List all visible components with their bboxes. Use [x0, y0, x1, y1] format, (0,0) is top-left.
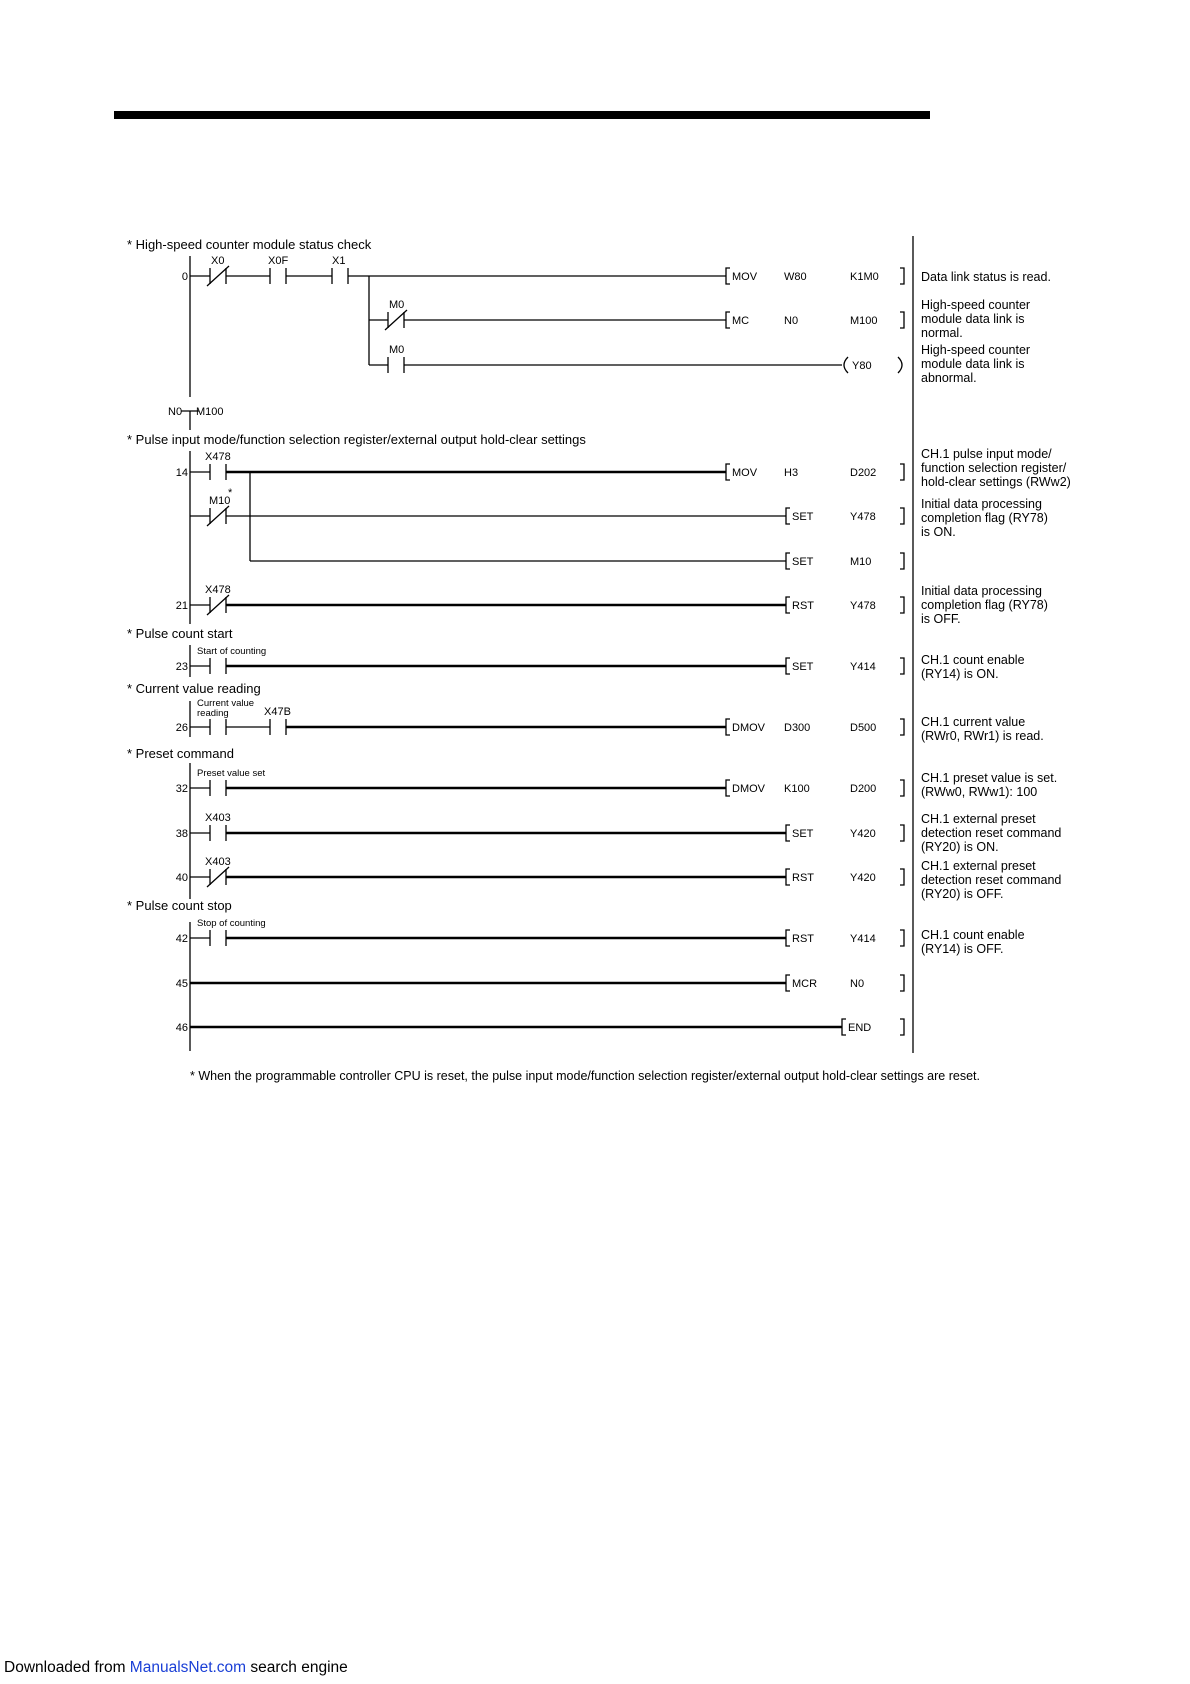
instruction-arg: Y420 [850, 828, 876, 840]
instruction-arg: Y478 [850, 511, 876, 523]
rung-comment: detection reset command [921, 826, 1062, 840]
rung-comment: CH.1 external preset [921, 812, 1036, 826]
instruction-arg: Y414 [850, 661, 876, 673]
rung-comment: High-speed counter [921, 343, 1031, 357]
contact-label: M0 [389, 344, 405, 356]
mc-label: M100 [196, 406, 224, 418]
contact-comment: Stop of counting [197, 918, 266, 929]
contact-preset [210, 780, 226, 796]
instruction-arg: M10 [850, 556, 872, 568]
section-header: * Current value reading [127, 681, 261, 696]
step-number: 32 [175, 783, 188, 795]
instruction-op: SET [792, 511, 814, 523]
instruction-arg: N0 [784, 315, 799, 327]
rung-comment: CH.1 preset value is set. [921, 771, 1058, 785]
contact-x0 [207, 266, 229, 286]
rung-comment: CH.1 count enable [921, 928, 1025, 942]
rung-comment: Initial data processing [921, 497, 1042, 511]
instruction-arg: K100 [784, 783, 810, 795]
contact-label: X403 [205, 856, 231, 868]
instruction-arg: Y478 [850, 600, 876, 612]
instruction-arg: M100 [850, 315, 878, 327]
step-number: 14 [175, 467, 188, 479]
rung-comment: detection reset command [921, 873, 1062, 887]
contact-label: X1 [332, 255, 346, 267]
contact-x403-nc [207, 867, 229, 887]
instruction-op: SET [792, 828, 814, 840]
instruction-arg: W80 [784, 271, 807, 283]
step-number: 0 [181, 271, 188, 283]
instruction-op: MOV [732, 271, 758, 283]
instruction-arg: K1M0 [850, 271, 879, 283]
contact-x0f [270, 268, 286, 284]
section-header: * Pulse count start [127, 626, 233, 641]
section-header: * Pulse input mode/function selection register/external output hold-clear settings [127, 432, 586, 447]
contact-label: M0 [389, 299, 405, 311]
instruction-arg: D500 [850, 722, 877, 734]
contact-start [210, 658, 226, 674]
contact-label: X0 [211, 255, 225, 267]
contact-stop [210, 930, 226, 946]
step-number: 26 [175, 722, 188, 734]
instruction-arg: Y414 [850, 933, 876, 945]
rung-comment: (RY14) is OFF. [921, 942, 1004, 956]
contact-m0-nc [385, 310, 407, 330]
contact-x1 [332, 268, 348, 284]
rung-comment: Initial data processing [921, 584, 1042, 598]
step-number: 38 [175, 828, 188, 840]
rung-comment: normal. [921, 326, 963, 340]
contact-current-value [210, 719, 226, 735]
contact-label: M10 [209, 495, 231, 507]
section-header: * Pulse count stop [127, 898, 232, 913]
contact-label: X478 [205, 451, 231, 463]
rung-comment: abnormal. [921, 371, 977, 385]
contact-label: X47B [264, 706, 291, 718]
contact-x478-no [210, 464, 226, 480]
mc-label: N0 [168, 406, 183, 418]
contact-m0-no [388, 357, 404, 373]
contact-m10-nc [207, 506, 229, 526]
instruction-op: DMOV [732, 783, 765, 795]
instruction-op: DMOV [732, 722, 765, 734]
instruction-op: MC [732, 315, 750, 327]
coil-label: Y80 [852, 360, 872, 372]
contact-comment: Current value [197, 698, 255, 709]
contact-label: X478 [205, 584, 231, 596]
rung-comment: (RWr0, RWr1) is read. [921, 729, 1044, 743]
rung-comment: hold-clear settings (RWw2) [921, 475, 1071, 489]
instruction-arg: D200 [850, 783, 877, 795]
instruction-op: RST [792, 933, 814, 945]
instruction-arg: D202 [850, 467, 877, 479]
rung-comment: is ON. [921, 525, 956, 539]
rung-comment: function selection register/ [921, 461, 1067, 475]
step-number: 40 [175, 872, 188, 884]
step-number: 46 [175, 1022, 188, 1034]
instruction-op: SET [792, 556, 814, 568]
rung-comment: CH.1 pulse input mode/ [921, 447, 1052, 461]
instruction-arg: H3 [784, 467, 799, 479]
footnote: * When the programmable controller CPU is reset, the pulse input mode/function selection register/external output hold-clear settings are reset. [190, 1069, 980, 1083]
rung-comment: (RY14) is ON. [921, 667, 999, 681]
rung-comment: completion flag (RY78) [921, 511, 1048, 525]
step-number: 21 [175, 600, 188, 612]
instruction-op: MCR [792, 978, 818, 990]
instruction-arg: N0 [850, 978, 865, 990]
rung-comment: CH.1 count enable [921, 653, 1025, 667]
rung-comment: completion flag (RY78) [921, 598, 1048, 612]
contact-comment: Preset value set [197, 768, 266, 779]
rung-comment: High-speed counter [921, 298, 1031, 312]
contact-comment: Start of counting [197, 646, 267, 657]
rung-comment: module data link is [921, 312, 1025, 326]
contact-x478-nc [207, 595, 229, 615]
contact-x403-no [210, 825, 226, 841]
asterisk-mark: * [228, 487, 233, 499]
step-number: 23 [175, 661, 188, 673]
rung-comment: (RY20) is OFF. [921, 887, 1004, 901]
contact-label: X403 [205, 812, 231, 824]
contact-x47b [270, 719, 286, 735]
rung-comment: (RY20) is ON. [921, 840, 999, 854]
section-header: * High-speed counter module status check [127, 237, 372, 252]
instruction-op: END [848, 1022, 872, 1034]
footer-prefix: Downloaded from [4, 1659, 126, 1676]
download-footer [4, 1659, 348, 1677]
rung-comment: is OFF. [921, 612, 961, 626]
step-number: 45 [175, 978, 188, 990]
rung-comment: CH.1 current value [921, 715, 1026, 729]
contact-label: X0F [268, 255, 289, 267]
instruction-op: RST [792, 872, 814, 884]
instruction-op: MOV [732, 467, 758, 479]
rung-comment: CH.1 external preset [921, 859, 1036, 873]
rung-comment: (RWw0, RWw1): 100 [921, 785, 1038, 799]
instruction-arg: D300 [784, 722, 811, 734]
instruction-arg: Y420 [850, 872, 876, 884]
instruction-op: RST [792, 600, 814, 612]
manualsnet-link[interactable]: ManualsNet.com [129, 1659, 247, 1676]
section-header: * Preset command [127, 746, 234, 761]
rung-comment: module data link is [921, 357, 1025, 371]
step-number: 42 [175, 933, 188, 945]
contact-comment: reading [197, 708, 229, 719]
footer-suffix: search engine [250, 1659, 348, 1676]
rung-comment: Data link status is read. [921, 270, 1051, 284]
instruction-op: SET [792, 661, 814, 673]
